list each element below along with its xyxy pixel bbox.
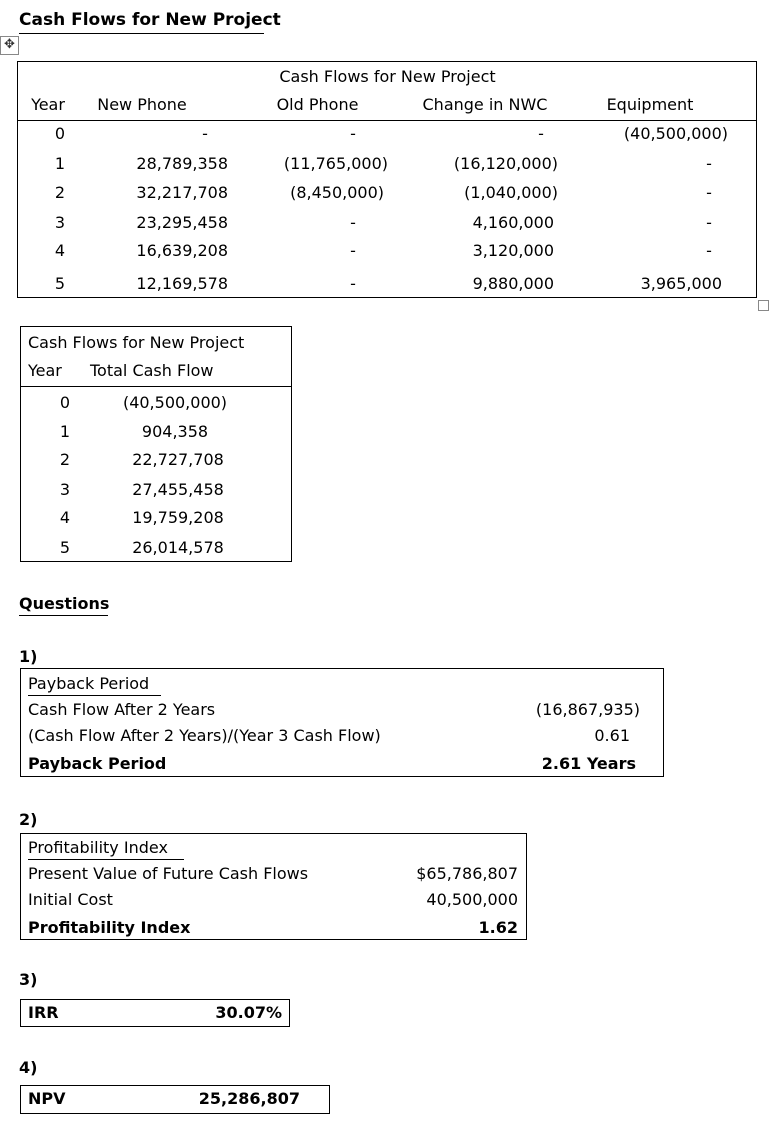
table-cell: - xyxy=(350,274,356,293)
table-cell: - xyxy=(350,241,356,260)
table-cell: (40,500,000) xyxy=(623,124,728,143)
table-cell: 3 xyxy=(59,480,71,499)
payback-title-underline xyxy=(28,695,161,696)
table-cell: - xyxy=(706,241,712,260)
table-cell: 3 xyxy=(54,213,66,232)
table-cell: 4 xyxy=(54,241,66,260)
npv-label: NPV xyxy=(28,1089,66,1108)
npv-value: 25,286,807 xyxy=(198,1089,300,1108)
table-cell: - xyxy=(202,124,208,143)
title-underline xyxy=(19,33,264,34)
pi-label: Present Value of Future Cash Flows xyxy=(28,864,309,883)
table1-header-year: Year xyxy=(31,95,65,114)
table2-header-total: Total Cash Flow xyxy=(90,361,214,380)
table-cell: 28,789,358 xyxy=(136,154,228,173)
table-cell: 9,880,000 xyxy=(472,274,554,293)
table-cell: 32,217,708 xyxy=(136,183,228,202)
table-cell: - xyxy=(706,154,712,173)
table-cell: 5 xyxy=(59,538,71,557)
table-cell: 0 xyxy=(59,393,71,412)
resize-handle-icon[interactable] xyxy=(758,300,769,311)
table-cell: 3,965,000 xyxy=(640,274,722,293)
table-cell: 16,639,208 xyxy=(136,241,228,260)
table-cell: - xyxy=(706,213,712,232)
pi-value: 40,500,000 xyxy=(426,890,518,909)
table-cell: 904,358 xyxy=(141,422,209,441)
payback-value: 0.61 xyxy=(594,726,630,745)
table1-header-old-phone: Old Phone xyxy=(276,95,359,114)
payback-title: Payback Period xyxy=(28,674,150,693)
payback-label: (Cash Flow After 2 Years)/(Year 3 Cash Flow) xyxy=(28,726,381,745)
table-cell: - xyxy=(538,124,544,143)
questions-underline xyxy=(19,615,108,616)
table-cell: 4,160,000 xyxy=(472,213,554,232)
table2-title: Cash Flows for New Project xyxy=(28,333,245,352)
table1-header-divider xyxy=(17,120,757,121)
question-number: 1) xyxy=(19,647,38,666)
irr-value: 30.07% xyxy=(215,1003,282,1022)
questions-heading: Questions xyxy=(19,594,110,613)
table-cell: 3,120,000 xyxy=(472,241,554,260)
table1-title: Cash Flows for New Project xyxy=(279,67,496,86)
table-cell: 4 xyxy=(59,508,71,527)
table-cell: (1,040,000) xyxy=(464,183,558,202)
question-number: 4) xyxy=(19,1058,38,1077)
move-handle-icon[interactable]: ✥ xyxy=(0,36,19,55)
table-cell: - xyxy=(350,124,356,143)
pi-title: Profitability Index xyxy=(28,838,168,857)
table-cell: 2 xyxy=(59,450,71,469)
question-number: 3) xyxy=(19,970,38,989)
table-cell: 1 xyxy=(59,422,71,441)
table-cell: 5 xyxy=(54,274,66,293)
pi-title-underline xyxy=(28,859,184,860)
payback-value: (16,867,935) xyxy=(535,700,640,719)
pi-value: $65,786,807 xyxy=(416,864,518,883)
table-cell: (16,120,000) xyxy=(453,154,558,173)
table-cell: (8,450,000) xyxy=(290,183,384,202)
table-cell: 0 xyxy=(54,124,66,143)
page-title: Cash Flows for New Project xyxy=(19,10,281,30)
payback-label: Payback Period xyxy=(28,754,167,773)
table-cell: 26,014,578 xyxy=(132,538,224,557)
table-cell: 22,727,708 xyxy=(132,450,224,469)
table-cell: 12,169,578 xyxy=(136,274,228,293)
table2-header-year: Year xyxy=(28,361,62,380)
table-cell: (11,765,000) xyxy=(283,154,388,173)
table-cell: 27,455,458 xyxy=(132,480,224,499)
table1-header-new-phone: New Phone xyxy=(97,95,187,114)
table2-header-divider xyxy=(20,386,292,387)
table-cell: 2 xyxy=(54,183,66,202)
table-cell: 1 xyxy=(54,154,66,173)
table1-header-equipment: Equipment xyxy=(606,95,694,114)
pi-label: Profitability Index xyxy=(28,918,191,937)
table1-header-change-nwc: Change in NWC xyxy=(422,95,548,114)
pi-label: Initial Cost xyxy=(28,890,113,909)
table-cell: 19,759,208 xyxy=(132,508,224,527)
table-cell: 23,295,458 xyxy=(136,213,228,232)
table-cell: (40,500,000) xyxy=(122,393,228,412)
irr-label: IRR xyxy=(28,1003,59,1022)
payback-result: 2.61 Years xyxy=(541,754,636,773)
pi-result: 1.62 xyxy=(478,918,518,937)
table-cell: - xyxy=(706,183,712,202)
question-number: 2) xyxy=(19,810,38,829)
payback-label: Cash Flow After 2 Years xyxy=(28,700,216,719)
table-cell: - xyxy=(350,213,356,232)
